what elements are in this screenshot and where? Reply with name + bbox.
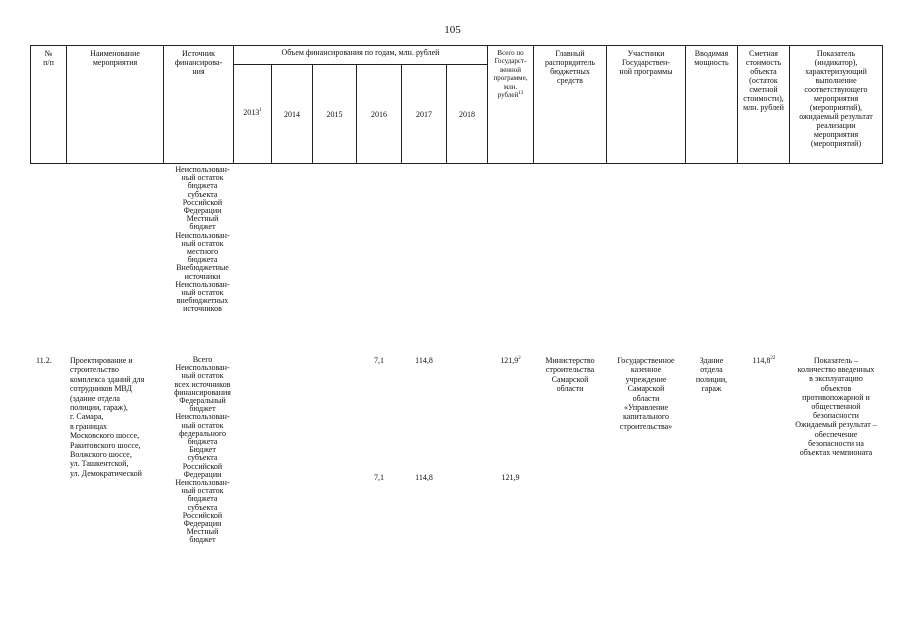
header-year-2013: 2013$^1$ xyxy=(243,108,262,117)
participants: Государственное казенное учреждение Самарской области «Управление капитального строительства» xyxy=(617,356,675,431)
capacity: Здание отдела полиции, гараж xyxy=(695,356,728,394)
header-source: Источник финансирова- ния xyxy=(174,49,223,76)
header-year-2014: 2014 xyxy=(284,110,300,119)
table-border-header-bottom xyxy=(30,163,883,164)
regional-2017: 114,8 xyxy=(415,473,433,482)
col-divider xyxy=(233,45,234,163)
header-volume: Объем финансирования по годам, млн. рублей xyxy=(281,48,440,57)
col-divider xyxy=(882,45,883,163)
total-all: 121,9$^2$ xyxy=(500,356,521,365)
total-2017: 114,8 xyxy=(415,356,433,365)
total-2016: 7,1 xyxy=(374,356,384,365)
sources-list-top: Неиспользован- ный остаток бюджета субъекта Российской Федерации Местный бюджет Неиспользован- ный остаток местного бюджета Внебюджетные источники Неиспользован- ный остаток внебюджетных источников xyxy=(175,165,230,314)
row-number: 11.2. xyxy=(36,356,52,365)
main-manager: Министерство строительства Самарской области xyxy=(545,356,595,394)
header-year-2017: 2017 xyxy=(416,110,432,119)
header-estimate: Сметная стоимость объекта (остаток сметной стоимости), млн. рублей xyxy=(743,49,784,112)
indicator: Показатель – количество введенных в эксплуатацию объектов противопожарной и общественной безопасности Ожидаемый результат – обеспечение безопасности на объектах чемпионата xyxy=(795,356,877,458)
sources-list-row: Всего Неиспользован- ный остаток всех источников финансирования Федеральный бюджет Неиспользован- ный остаток федерального бюджета Бюджет субъекта Российской Федерации Неиспользован- ный остаток бюджета субъекта Российской Федерации Местный бюджет xyxy=(174,355,231,545)
header-capacity: Вводимая мощность xyxy=(694,49,729,67)
header-main-manager: Главный распорядитель бюджетных средств xyxy=(544,49,596,85)
header-year-2016: 2016 xyxy=(371,110,387,119)
regional-2016: 7,1 xyxy=(374,473,384,482)
header-total: Всего по Государст- венной программе, млн. рублей$^{13}$ xyxy=(493,49,528,100)
header-indicator: Показатель (индикатор), характеризующий выполнение соответствующего мероприятия (мероприятий), ожидаемый результат реализации мероприятия (мероприятий) xyxy=(799,49,873,148)
header-year-2015: 2015 xyxy=(326,110,343,119)
estimate: 114,8$^{22}$ xyxy=(752,356,776,365)
header-participants: Участники Государствен- ной программы xyxy=(619,49,673,76)
page-number: 105 xyxy=(444,24,461,36)
table-border-top xyxy=(30,45,883,46)
header-name: Наименование мероприятия xyxy=(90,49,140,67)
header-num: № п/п xyxy=(43,49,54,67)
header-year-2018: 2018 xyxy=(459,110,475,119)
row-name: Проектирование и строительство комплекса зданий для сотрудников МВД (здание отдела полиции, гараж), г. Самара, в границах Московского шоссе, Ракитовского шоссе, Волжского шоссе, ул. Ташкентской, ул. Демократической xyxy=(70,356,145,478)
regional-all: 121,9 xyxy=(501,473,520,482)
